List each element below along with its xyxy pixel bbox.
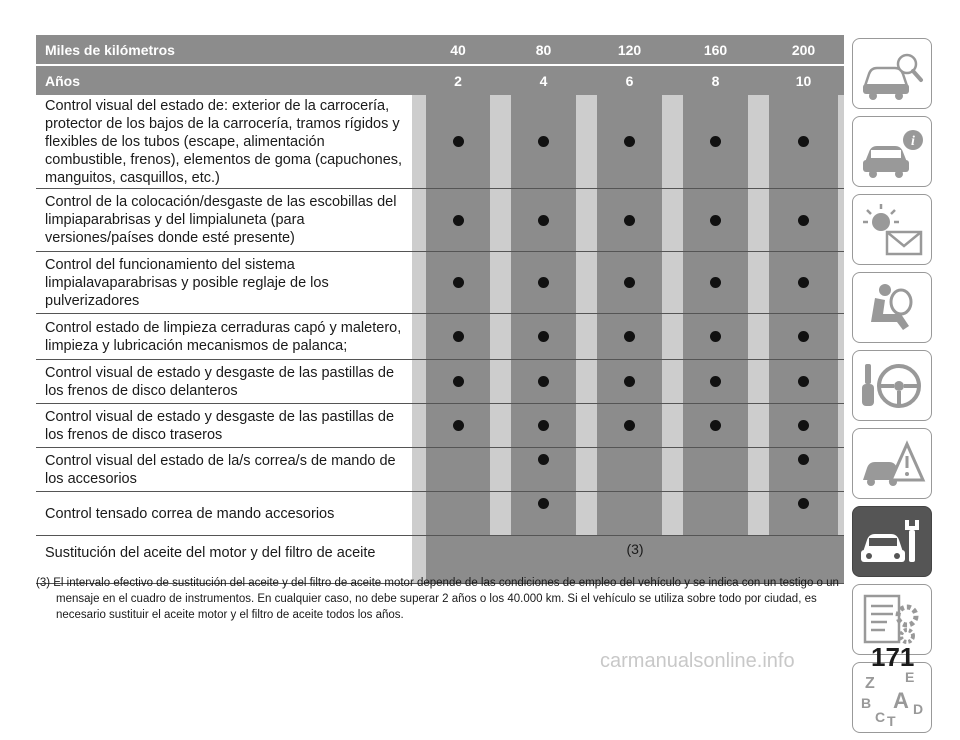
maintenance-dot <box>538 277 549 288</box>
index-letter: C <box>875 708 886 725</box>
index-letter: D <box>913 700 924 717</box>
header-km-2: 80 <box>535 41 552 58</box>
index-letter: A <box>893 687 909 713</box>
maintenance-dot <box>538 454 549 465</box>
table-row <box>36 360 844 404</box>
mark-cell <box>769 189 838 251</box>
page-number: 171 <box>871 642 915 672</box>
table-row <box>36 252 844 314</box>
mark-cell <box>511 189 576 251</box>
maintenance-dot <box>538 215 549 226</box>
mark-cell <box>511 252 576 313</box>
maintenance-dot <box>538 498 549 509</box>
mark-cell <box>597 189 662 251</box>
car-magnifier-icon <box>857 44 927 104</box>
mark-cell <box>597 360 662 403</box>
key-steering-wheel-icon <box>857 356 927 416</box>
chapter-sidebar <box>852 38 932 740</box>
maintenance-dot <box>624 136 635 147</box>
mark-cell <box>597 314 662 359</box>
watermark: carmanualsonline.info <box>600 650 795 672</box>
table-body <box>36 95 844 536</box>
header-row-kilometers <box>36 35 844 64</box>
table-row <box>36 448 844 492</box>
row-label: Control visual de estado y desgaste de las pastillas de los frenos de disco traseros <box>36 404 412 447</box>
header-years-label: Años <box>45 72 80 89</box>
maintenance-dot <box>798 215 809 226</box>
mark-cell <box>426 492 490 535</box>
mark-cell <box>683 404 748 447</box>
maintenance-dot <box>538 420 549 431</box>
row-label: Control estado de limpieza cerraduras capó y maletero, limpieza y lubricación mecanismos de palanca; <box>36 314 412 359</box>
table-row <box>36 404 844 448</box>
header-years-5: 10 <box>795 72 812 89</box>
index-letter: Z <box>865 674 875 692</box>
row-label: Control visual del estado de: exterior de la carrocería, protector de los bajos de la carrocería, tramos rígidos y flexibles de los tubos (escape, alimentación combustible, frenos), elementos de goma (capuchones, manguitos, casquillos, etc.) <box>36 95 412 188</box>
mark-cell <box>683 95 748 188</box>
maintenance-dot <box>453 136 464 147</box>
maintenance-dot <box>453 376 464 387</box>
maintenance-dot <box>798 376 809 387</box>
mark-cell <box>769 404 838 447</box>
mark-cell <box>511 404 576 447</box>
mark-cell <box>511 492 576 535</box>
table-row <box>36 189 844 252</box>
mark-cell <box>683 448 748 491</box>
mark-cell <box>426 360 490 403</box>
index-letter: B <box>861 694 872 711</box>
row-label: Control visual de estado y desgaste de las pastillas de los frenos de disco delanteros <box>36 360 412 403</box>
mark-cell <box>426 252 490 313</box>
maintenance-dot <box>538 331 549 342</box>
maintenance-dot <box>798 277 809 288</box>
maintenance-dot <box>710 215 721 226</box>
mark-cell <box>597 404 662 447</box>
row-label: Control de la colocación/desgaste de las escobillas del limpiaparabrisas y del limpialuneta (para versiones/países donde esté presente) <box>36 189 412 251</box>
mark-cell <box>769 360 838 403</box>
tab-maintenance[interactable] <box>852 506 932 577</box>
header-km-4: 160 <box>703 41 728 58</box>
car-wrench-icon <box>857 512 927 572</box>
maintenance-dot <box>798 420 809 431</box>
mark-cell <box>426 95 490 188</box>
mark-cell <box>426 189 490 251</box>
mark-cell <box>597 95 662 188</box>
maintenance-dot <box>710 331 721 342</box>
mark-cell <box>769 95 838 188</box>
maintenance-dot <box>710 136 721 147</box>
maintenance-dot <box>798 498 809 509</box>
mark-cell <box>769 448 838 491</box>
tab-getting-to-know-car[interactable] <box>852 38 932 109</box>
mark-cell <box>683 492 748 535</box>
mark-cell <box>683 314 748 359</box>
maintenance-dot <box>798 136 809 147</box>
maintenance-dot <box>453 420 464 431</box>
mark-cell <box>511 448 576 491</box>
mark-cell <box>511 360 576 403</box>
maintenance-dot <box>798 454 809 465</box>
maintenance-dot <box>798 331 809 342</box>
mark-cell <box>683 189 748 251</box>
header-km-label: Miles de kilómetros <box>45 41 175 58</box>
tab-dashboard-controls[interactable] <box>852 116 932 187</box>
row-label: Sustitución del aceite del motor y del filtro de aceite <box>36 536 412 583</box>
index-letter: T <box>887 712 896 729</box>
maintenance-dot <box>624 277 635 288</box>
mark-cell <box>683 252 748 313</box>
mark-cell <box>511 314 576 359</box>
index-letter: E <box>905 668 915 685</box>
table-row <box>36 314 844 360</box>
tab-safety[interactable] <box>852 272 932 343</box>
maintenance-dot <box>624 215 635 226</box>
maintenance-dot <box>538 376 549 387</box>
mark-cell <box>769 252 838 313</box>
mark-cell <box>769 314 838 359</box>
footnote-text: (3) El intervalo efectivo de sustitución del aceite y del filtro de aceite motor depende de las condiciones de empleo del vehículo y se indica con un testigo o un mensaje en el cuadro de instrumentos. En cualquier caso, no debe superar 2 años o los 40.000 km. Si el vehículo se utiliza sobre todo por ciudad, es necesario sustituir el aceite motor y el filtro de aceite todos los años. <box>36 577 839 621</box>
maintenance-dot <box>710 277 721 288</box>
header-km-3: 120 <box>617 41 642 58</box>
spec-sheet-gears-icon <box>857 590 927 650</box>
car-crash-warning-icon <box>857 434 927 494</box>
maintenance-dot <box>710 376 721 387</box>
header-years-3: 6 <box>625 72 634 89</box>
maintenance-dot <box>624 331 635 342</box>
mark-cell <box>683 360 748 403</box>
mark-cell <box>511 95 576 188</box>
mark-cell <box>426 448 490 491</box>
header-years-2: 4 <box>539 72 548 89</box>
alphabet-index-icon <box>857 668 927 728</box>
car-info-icon <box>857 122 927 182</box>
maintenance-dot <box>453 215 464 226</box>
table-row <box>36 95 844 189</box>
svg-text:i: i <box>911 133 915 149</box>
tab-emergency[interactable] <box>852 428 932 499</box>
row-label: Control visual del estado de la/s correa/s de mando de los accesorios <box>36 448 412 491</box>
maintenance-dot <box>624 376 635 387</box>
row-label: Control tensado correa de mando accesorios <box>36 492 412 535</box>
warning-light-envelope-icon <box>857 200 927 260</box>
maintenance-dot <box>453 331 464 342</box>
footnote <box>36 575 844 623</box>
mark-cell <box>426 404 490 447</box>
maintenance-dot <box>710 420 721 431</box>
header-years-1: 2 <box>454 72 462 89</box>
header-km-1: 40 <box>450 41 466 58</box>
header-km-5: 200 <box>791 41 816 58</box>
seat-airbag-icon <box>857 278 927 338</box>
mark-cell <box>597 252 662 313</box>
header-row-years <box>36 66 844 95</box>
mark-cell <box>597 492 662 535</box>
oil-change-note: (3) <box>426 536 844 583</box>
maintenance-dot <box>624 420 635 431</box>
maintenance-table <box>36 35 844 584</box>
maintenance-dot <box>453 277 464 288</box>
maintenance-dot <box>538 136 549 147</box>
row-label: Control del funcionamiento del sistema limpialavaparabrisas y posible reglaje de los pulverizadores <box>36 252 412 313</box>
tab-warning-lights[interactable] <box>852 194 932 265</box>
mark-cell <box>769 492 838 535</box>
header-years-4: 8 <box>711 72 720 89</box>
tab-starting-driving[interactable] <box>852 350 932 421</box>
mark-cell <box>426 314 490 359</box>
table-row <box>36 492 844 536</box>
mark-cell <box>597 448 662 491</box>
